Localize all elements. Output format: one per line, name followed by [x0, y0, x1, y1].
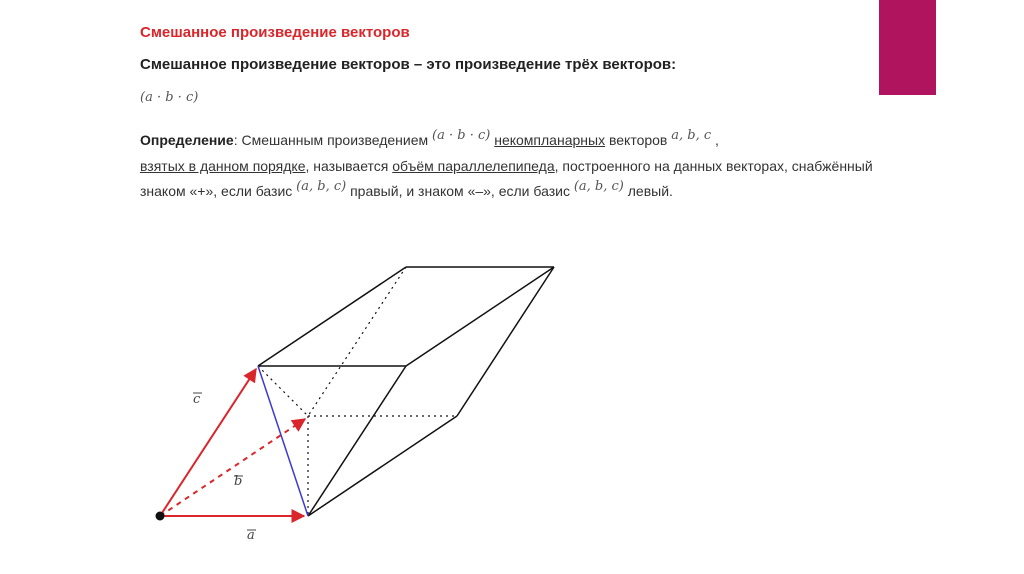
- formula-inline-4: (a, b, c): [573, 179, 624, 194]
- vector-b: [160, 419, 305, 516]
- edge-front-right: [308, 366, 406, 516]
- definition-term: Определение: [140, 132, 234, 148]
- edge-back-right: [457, 267, 554, 416]
- hidden-edge-vertical: [308, 267, 406, 416]
- slide-subtitle: Смешанное произведение векторов – это произведение трёх векторов:: [140, 56, 677, 73]
- label-overlines: [193, 393, 256, 530]
- formula-inline-1: (a · b · c): [432, 128, 491, 143]
- definition-text-4: ,: [711, 132, 719, 148]
- term-volume: объём параллелепипеда: [392, 158, 555, 174]
- definition-colon: :: [233, 132, 238, 148]
- formula-inline-2: a, b, c: [671, 128, 712, 143]
- definition-text-6: , построенного на данных векторах, снабжённый знаком «+», если базис: [140, 158, 873, 199]
- main-formula: (a · b · c): [140, 90, 199, 105]
- label-c: c: [193, 392, 201, 407]
- edge-bottom-right: [308, 416, 457, 516]
- label-b: b: [234, 474, 243, 489]
- term-in-order: взятых в данном порядке: [140, 158, 306, 174]
- label-a: a: [247, 528, 255, 543]
- slide-title: Смешанное произведение векторов: [140, 24, 410, 41]
- definition-text-7: правый, и знаком «–», если базис: [346, 183, 574, 199]
- diagonal-line: [258, 366, 308, 516]
- edge-top-left: [258, 267, 406, 366]
- definition-text-1: Смешанным произведением: [237, 132, 433, 148]
- edge-top-right: [406, 267, 554, 366]
- origin-point: [156, 512, 165, 521]
- definition-text-8: левый.: [623, 183, 673, 199]
- term-noncoplanar: некомпланарных: [494, 132, 606, 148]
- vector-c: [160, 369, 256, 516]
- solid-edges: [258, 267, 554, 516]
- formula-inline-3: (a, b, c): [296, 179, 347, 194]
- hidden-edges: [258, 267, 457, 516]
- definition-text-3: векторов: [605, 132, 672, 148]
- definition-text-5: , называется: [305, 158, 393, 174]
- hidden-edge-c-end: [258, 366, 308, 416]
